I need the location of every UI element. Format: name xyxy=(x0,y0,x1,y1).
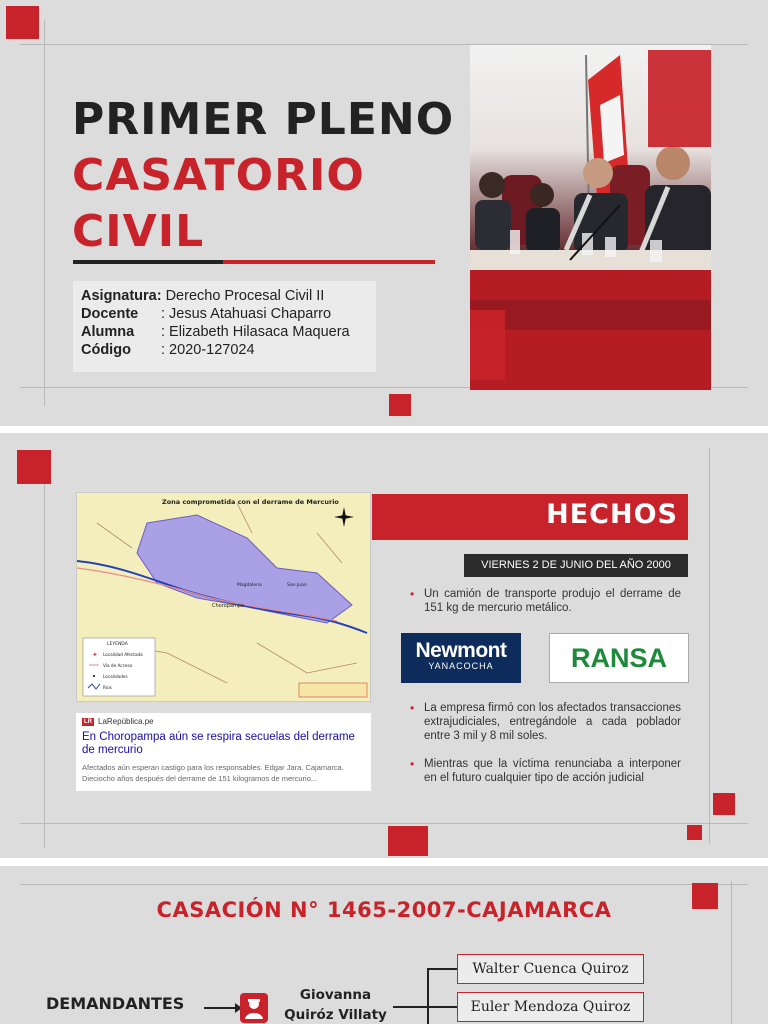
legend-item: Localidad Afectada xyxy=(103,652,143,657)
title-line-1: PRIMER PLENO xyxy=(72,94,455,145)
title-line-2: CASATORIO xyxy=(72,150,365,201)
larepublica-logo-icon: LR xyxy=(84,718,92,725)
frame-line-right xyxy=(709,448,710,843)
frame-line-left xyxy=(44,453,45,848)
legend-title: LEYENDA xyxy=(107,642,128,647)
newmont-logo xyxy=(401,633,521,683)
bracket-line xyxy=(427,968,429,1024)
map-illustration xyxy=(77,493,371,702)
fact-bullet: • La empresa firmó con los afectados transacciones extrajudiciales, entregándole a cada poblador entre 3 mil y 8 mil soles. xyxy=(410,701,681,743)
plaintiff-name-box: Walter Cuenca Quiroz xyxy=(457,954,644,984)
decor-square xyxy=(17,450,51,484)
legend-item: Localidades xyxy=(103,674,128,679)
info-label: Alumna xyxy=(81,324,135,340)
news-headline-link[interactable]: En Choropampa aún se respira secuelas del derrame de mercurio xyxy=(82,731,355,756)
slide-casacion xyxy=(0,866,768,1024)
bracket-line xyxy=(393,1006,428,1008)
info-label: Asignatura: xyxy=(81,288,162,304)
info-row xyxy=(81,287,368,305)
fact-bullet: • Mientras que la víctima renunciaba a interponer en el futuro cualquier tipo de acción judicial xyxy=(410,757,681,785)
slide-hechos xyxy=(0,433,768,858)
newmont-logo-subtext: YANACOCHA xyxy=(428,661,494,671)
info-label: Docente xyxy=(81,306,139,322)
casacion-title: CASACIÓN N° 1465-2007-CAJAMARCA xyxy=(156,898,612,922)
legend-dot-icon xyxy=(93,675,95,677)
frame-line-bottom xyxy=(20,823,748,824)
frame-line-left xyxy=(44,20,45,406)
title-underline-accent xyxy=(223,260,435,264)
legend-item: Vía de Acceso xyxy=(103,663,133,668)
map-label: Magdalena xyxy=(237,583,262,588)
court-photo-illustration xyxy=(470,45,711,390)
person-icon xyxy=(240,993,268,1023)
title-underline xyxy=(73,260,223,264)
map-label: Choropampa xyxy=(212,603,245,609)
news-source-name: LaRepública.pe xyxy=(98,717,154,726)
info-box xyxy=(73,281,376,372)
legend-cross-icon: ✚ xyxy=(93,653,97,658)
decor-square xyxy=(388,826,428,856)
page-title xyxy=(72,92,454,260)
news-source xyxy=(82,717,365,726)
section-heading: HECHOS xyxy=(546,499,678,530)
frame-line-top xyxy=(20,884,748,885)
section-heading-bar xyxy=(372,494,688,540)
info-row xyxy=(81,305,368,323)
bracket-line xyxy=(428,1006,457,1008)
demandantes-label: DEMANDANTES xyxy=(46,994,185,1013)
info-row xyxy=(81,323,368,341)
info-value: Derecho Procesal Civil II xyxy=(165,288,325,304)
map-title: Zona comprometida con el derrame de Mercurio xyxy=(162,498,339,506)
title-line-3: CIVIL xyxy=(72,206,205,257)
info-value: : Jesus Atahuasi Chaparro xyxy=(161,306,332,322)
legend-item: Ríos xyxy=(103,685,112,690)
court-photo xyxy=(470,45,711,390)
plaintiff-name-box: Euler Mendoza Quiroz xyxy=(457,992,644,1022)
plaintiff-name: Giovanna Quiróz Villaty xyxy=(284,987,387,1023)
news-card[interactable] xyxy=(76,713,371,791)
date-label: VIERNES 2 DE JUNIO DEL AÑO 2000 xyxy=(464,554,688,577)
map-label: San Juan xyxy=(287,583,307,588)
decor-square xyxy=(687,825,702,840)
bracket-line xyxy=(428,968,457,970)
fact-bullet: • Un camión de transporte produjo el derrame de 151 kg de mercurio metálico. xyxy=(410,587,681,615)
slide-title xyxy=(0,0,768,426)
decor-square xyxy=(389,394,411,416)
decor-square xyxy=(713,793,735,815)
ransa-logo: RANSA xyxy=(549,633,689,683)
info-label: Código xyxy=(81,342,131,358)
info-row xyxy=(81,341,368,359)
arrow-line xyxy=(204,1007,237,1009)
mercury-spill-map xyxy=(76,492,371,702)
info-value: : Elizabeth Hilasaca Maquera xyxy=(161,324,350,340)
news-snippet: Afectados aún esperan castigo para los responsables. Edgar Jara. Cajamarca. Dieciocho años después del derrame de 151 kilogramos de mercurio... xyxy=(82,763,344,783)
newmont-logo-text: Newmont xyxy=(415,639,507,662)
info-value: : 2020-127024 xyxy=(161,342,255,358)
decor-square xyxy=(6,6,39,39)
